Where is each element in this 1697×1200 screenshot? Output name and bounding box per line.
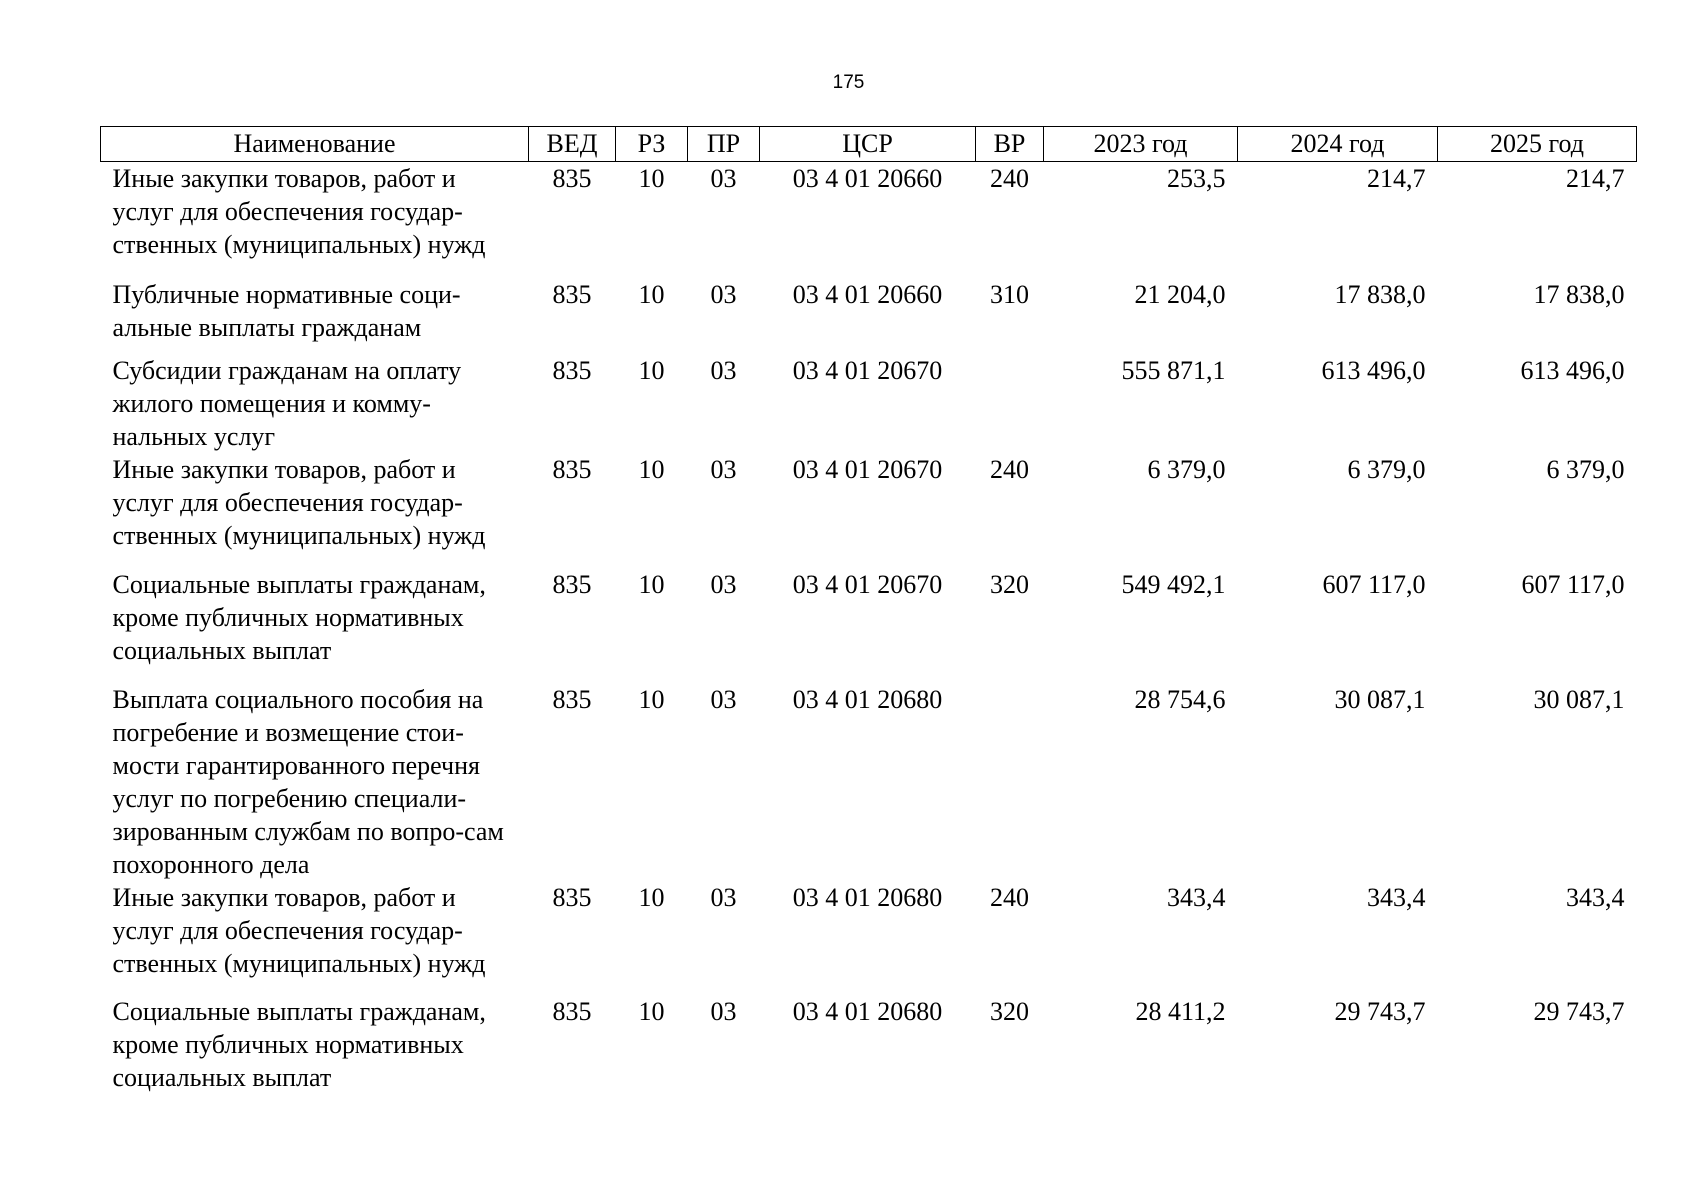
table-row [101, 568, 1637, 683]
row-2024: 29 743,7 [1334, 996, 1426, 1026]
row-2023: 21 204,0 [1134, 279, 1226, 309]
header-vr: ВР [976, 127, 1044, 162]
row-2025: 17 838,0 [1533, 279, 1625, 309]
row-csr: 03 4 01 20660 [792, 279, 943, 309]
header-name: Наименование [101, 127, 529, 162]
row-ved: 835 [552, 454, 592, 484]
row-csr: 03 4 01 20670 [792, 355, 943, 385]
row-vr: 320 [990, 569, 1029, 599]
row-rz: 10 [638, 355, 665, 385]
row-2023: 549 492,1 [1121, 569, 1226, 599]
row-name: Иные закупки товаров, работ и услуг для обеспечения государ-ственных (муниципальных) нужд [112, 454, 486, 550]
budget-table [100, 126, 1637, 1095]
row-ved: 835 [552, 996, 592, 1026]
row-vr: 240 [990, 454, 1029, 484]
header-rz: РЗ [616, 127, 688, 162]
header-csr: ЦСР [760, 127, 976, 162]
row-pr: 03 [710, 164, 737, 193]
row-name: Социальные выплаты гражданам, кроме публичных нормативных социальных выплат [112, 569, 486, 665]
row-name: Публичные нормативные соци-альные выплаты гражданам [112, 279, 461, 342]
row-2024: 17 838,0 [1334, 279, 1426, 309]
row-2023: 343,4 [1167, 882, 1226, 912]
row-vr: 320 [990, 996, 1029, 1026]
row-pr: 03 [710, 684, 737, 714]
row-vr [976, 683, 1044, 881]
header-2025: 2025 год [1438, 127, 1637, 162]
row-ved: 835 [552, 164, 592, 193]
row-2023: 555 871,1 [1121, 355, 1226, 385]
row-name: Выплата социального пособия на погребение и возмещение стои-мости гарантированного перечня услуг по погребению специали-зированным службам по вопро-сам похоронного дела [112, 684, 504, 879]
row-2023: 28 411,2 [1135, 996, 1226, 1026]
row-vr [976, 354, 1044, 453]
row-rz: 10 [638, 882, 665, 912]
table-row [101, 995, 1637, 1095]
table-row [101, 683, 1637, 881]
row-csr: 03 4 01 20680 [792, 996, 943, 1026]
row-vr: 310 [990, 279, 1029, 309]
row-rz: 10 [638, 279, 665, 309]
row-rz: 10 [638, 164, 665, 193]
row-csr: 03 4 01 20680 [792, 684, 943, 714]
row-name: Иные закупки товаров, работ и услуг для обеспечения государ-ственных (муниципальных) нужд [112, 164, 486, 259]
table-header-row [101, 127, 1637, 162]
row-ved: 835 [552, 882, 592, 912]
row-2025: 214,7 [1566, 164, 1625, 193]
row-ved: 835 [552, 279, 592, 309]
row-rz: 10 [638, 684, 665, 714]
row-pr: 03 [710, 882, 737, 912]
table-row [101, 278, 1637, 354]
row-2023: 28 754,6 [1134, 684, 1226, 714]
row-2025: 30 087,1 [1533, 684, 1625, 714]
row-2025: 607 117,0 [1521, 569, 1625, 599]
table-row [101, 453, 1637, 568]
row-csr: 03 4 01 20660 [792, 164, 943, 193]
table-row [101, 162, 1637, 278]
row-2025: 343,4 [1566, 882, 1625, 912]
row-pr: 03 [710, 569, 737, 599]
row-2025: 29 743,7 [1533, 996, 1625, 1026]
row-csr: 03 4 01 20670 [792, 569, 943, 599]
row-csr: 03 4 01 20680 [792, 882, 943, 912]
header-2024: 2024 год [1238, 127, 1438, 162]
row-2025: 613 496,0 [1520, 355, 1625, 385]
row-pr: 03 [710, 355, 737, 385]
row-rz: 10 [638, 996, 665, 1026]
row-2024: 6 379,0 [1347, 454, 1426, 484]
header-ved: ВЕД [529, 127, 616, 162]
header-pr: ПР [688, 127, 760, 162]
row-name: Социальные выплаты гражданам, кроме публичных нормативных социальных выплат [112, 996, 486, 1092]
row-name: Субсидии гражданам на оплату жилого помещения и комму-нальных услуг [112, 355, 462, 451]
header-2023: 2023 год [1044, 127, 1238, 162]
row-2023: 253,5 [1167, 164, 1226, 193]
row-name: Иные закупки товаров, работ и услуг для обеспечения государ-ственных (муниципальных) нужд [112, 882, 486, 978]
row-2024: 214,7 [1367, 164, 1426, 193]
row-rz: 10 [638, 569, 665, 599]
row-pr: 03 [710, 279, 737, 309]
row-2024: 613 496,0 [1321, 355, 1426, 385]
row-2024: 607 117,0 [1322, 569, 1426, 599]
page-number: 175 [832, 72, 865, 93]
row-vr: 240 [990, 882, 1029, 912]
row-pr: 03 [710, 996, 737, 1026]
table-row [101, 354, 1637, 453]
row-ved: 835 [552, 569, 592, 599]
row-ved: 835 [552, 684, 592, 714]
row-vr: 240 [990, 164, 1029, 193]
row-rz: 10 [638, 454, 665, 484]
row-2024: 30 087,1 [1334, 684, 1426, 714]
row-2023: 6 379,0 [1147, 454, 1226, 484]
row-pr: 03 [710, 454, 737, 484]
row-2025: 6 379,0 [1546, 454, 1625, 484]
row-ved: 835 [552, 355, 592, 385]
row-2024: 343,4 [1367, 882, 1426, 912]
row-csr: 03 4 01 20670 [792, 454, 943, 484]
table-row [101, 881, 1637, 995]
